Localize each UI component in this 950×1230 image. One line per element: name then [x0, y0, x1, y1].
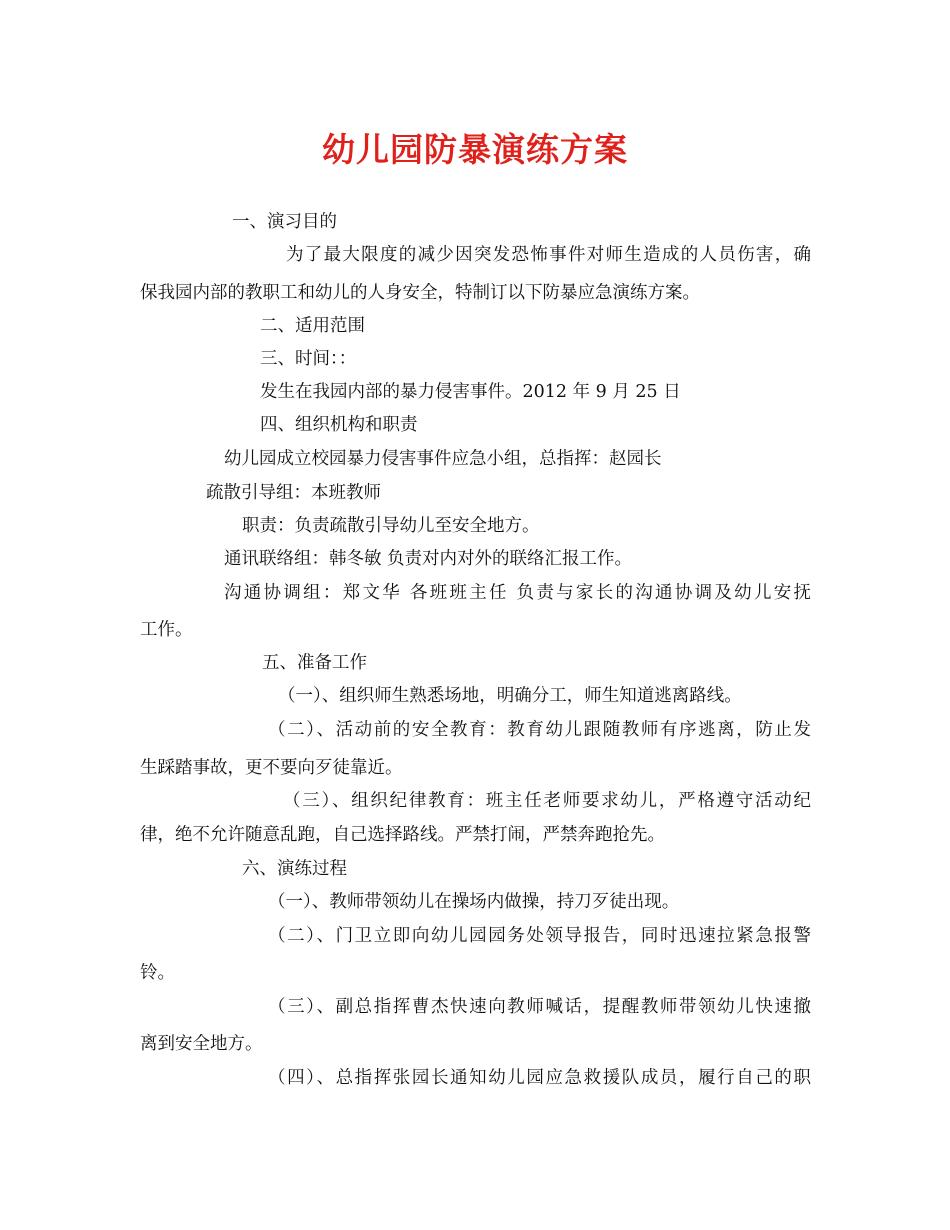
section-heading: 四、组织机构和职责	[260, 415, 418, 435]
paragraph-line: 发生在我园内部的暴力侵害事件。2012 年 9 月 25 日	[260, 382, 681, 402]
paragraph-line: （三）、组织纪律教育：班主任老师要求幼儿，严格遵守活动纪	[283, 791, 811, 811]
paragraph-line: 职责：负责疏散引导幼儿至安全地方。	[242, 516, 540, 536]
section-heading: 六、演练过程	[242, 859, 347, 879]
document-title: 幼儿园防暴演练方案	[322, 130, 628, 169]
paragraph-line: 保我园内部的教职工和幼儿的人身安全，特制订以下防暴应急演练方案。	[140, 283, 700, 303]
paragraph-line: 律，绝不允许随意乱跑，自己选择路线。严禁打闹，严禁奔跑抢先。	[140, 825, 665, 845]
section-heading: 一、演习目的	[232, 212, 337, 232]
paragraph-line: （二）、活动前的安全教育：教育幼儿跟随教师有序逃离，防止发	[268, 720, 811, 740]
section-heading: 三、时间：：	[260, 349, 357, 369]
paragraph-line: （一）、教师带领幼儿在操场内做操，持刀歹徒出现。	[268, 892, 680, 912]
paragraph-line: 生踩踏事故，更不要向歹徒靠近。	[140, 758, 403, 778]
paragraph-line: （三）、副总指挥曹杰快速向教师喊话，提醒教师带领幼儿快速撤	[268, 997, 811, 1017]
paragraph-line: 幼儿园成立校园暴力侵害事件应急小组，总指挥：赵园长	[224, 449, 662, 469]
paragraph-line: 通讯联络组：韩冬敏 负责对内对外的联络汇报工作。	[224, 549, 633, 569]
section-heading: 五、准备工作	[262, 653, 367, 673]
paragraph-line: （二）、门卫立即向幼儿园园务处领导报告，同时迅速拉紧急报警	[268, 926, 811, 946]
paragraph-line: （一）、组织师生熟悉场地，明确分工，师生知道逃离路线。	[278, 686, 742, 706]
paragraph-line: 铃。	[140, 963, 175, 983]
paragraph-line: 工作。	[140, 620, 193, 640]
section-heading: 二、适用范围	[260, 316, 365, 336]
paragraph-line: （四）、总指挥张园长通知幼儿园应急救援队成员，履行自己的职	[268, 1068, 811, 1088]
paragraph-line: 为了最大限度的减少因突发恐怖事件对师生造成的人员伤害，确	[286, 245, 811, 265]
paragraph-line: 离到安全地方。	[140, 1034, 263, 1054]
paragraph-line: 疏散引导组：本班教师	[206, 483, 381, 503]
paragraph-line: 沟通协调组：郑文华 各班班主任 负责与家长的沟通协调及幼儿安抚	[224, 583, 811, 603]
